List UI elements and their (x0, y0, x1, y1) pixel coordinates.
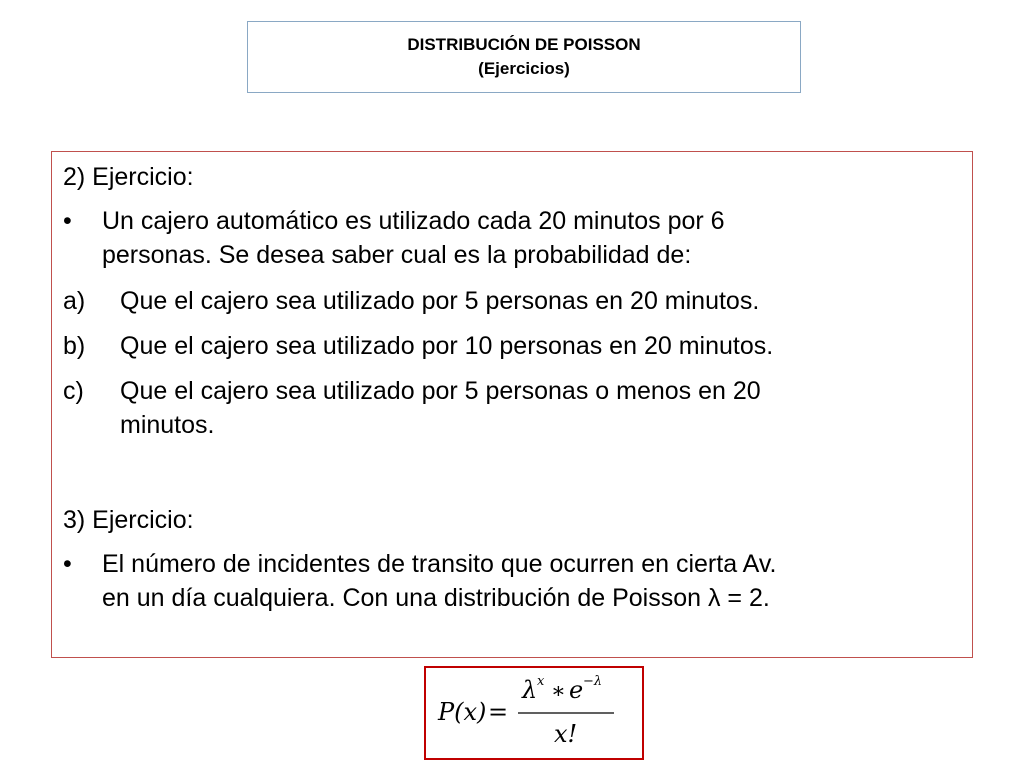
slide-title-box (247, 21, 801, 93)
formula-lambda-exponent: x (537, 674, 545, 689)
exercises-box (51, 151, 973, 658)
slide-title: DISTRIBUCIÓN DE POISSON (407, 35, 641, 54)
exercise-2-statement-line-2: personas. Se desea saber cual es la probabilidad de: (102, 241, 692, 269)
exercise-3-heading: 3) Ejercicio: (63, 506, 194, 534)
slide-subtitle: (Ejercicios) (478, 59, 570, 78)
exercise-2-heading: 2) Ejercicio: (63, 163, 194, 191)
formula-e: e (569, 676, 584, 704)
poisson-formula-box (424, 666, 644, 760)
item-c-label: c) (63, 377, 84, 405)
exercise-2-statement-line-1: Un cajero automático es utilizado cada 20 minutos por 6 (102, 207, 725, 235)
item-a-text: Que el cajero sea utilizado por 5 personas en 20 minutos. (120, 287, 760, 315)
item-c-text-line-2: minutos. (120, 411, 215, 439)
formula-times: ∗ (551, 679, 566, 704)
exercise-3-statement-line-2: en un día cualquiera. Con una distribución de Poisson λ = 2. (102, 584, 770, 612)
item-b-label: b) (63, 332, 86, 360)
formula-equals: = (488, 698, 509, 726)
poisson-formula (426, 668, 642, 758)
exercise-2-bullet: • (63, 207, 72, 235)
item-a-label: a) (63, 287, 86, 315)
formula-denominator: x! (554, 720, 578, 748)
formula-e-exponent: −λ (583, 674, 603, 689)
item-c-text-line-1: Que el cajero sea utilizado por 5 personas o menos en 20 (120, 377, 761, 405)
formula-lambda: λ (522, 676, 538, 704)
exercise-3-statement-line-1: El número de incidentes de transito que ocurren en cierta Av. (102, 550, 777, 578)
item-b-text: Que el cajero sea utilizado por 10 personas en 20 minutos. (120, 332, 774, 360)
formula-lhs: P(x) (438, 698, 487, 726)
exercise-3-bullet: • (63, 550, 72, 578)
